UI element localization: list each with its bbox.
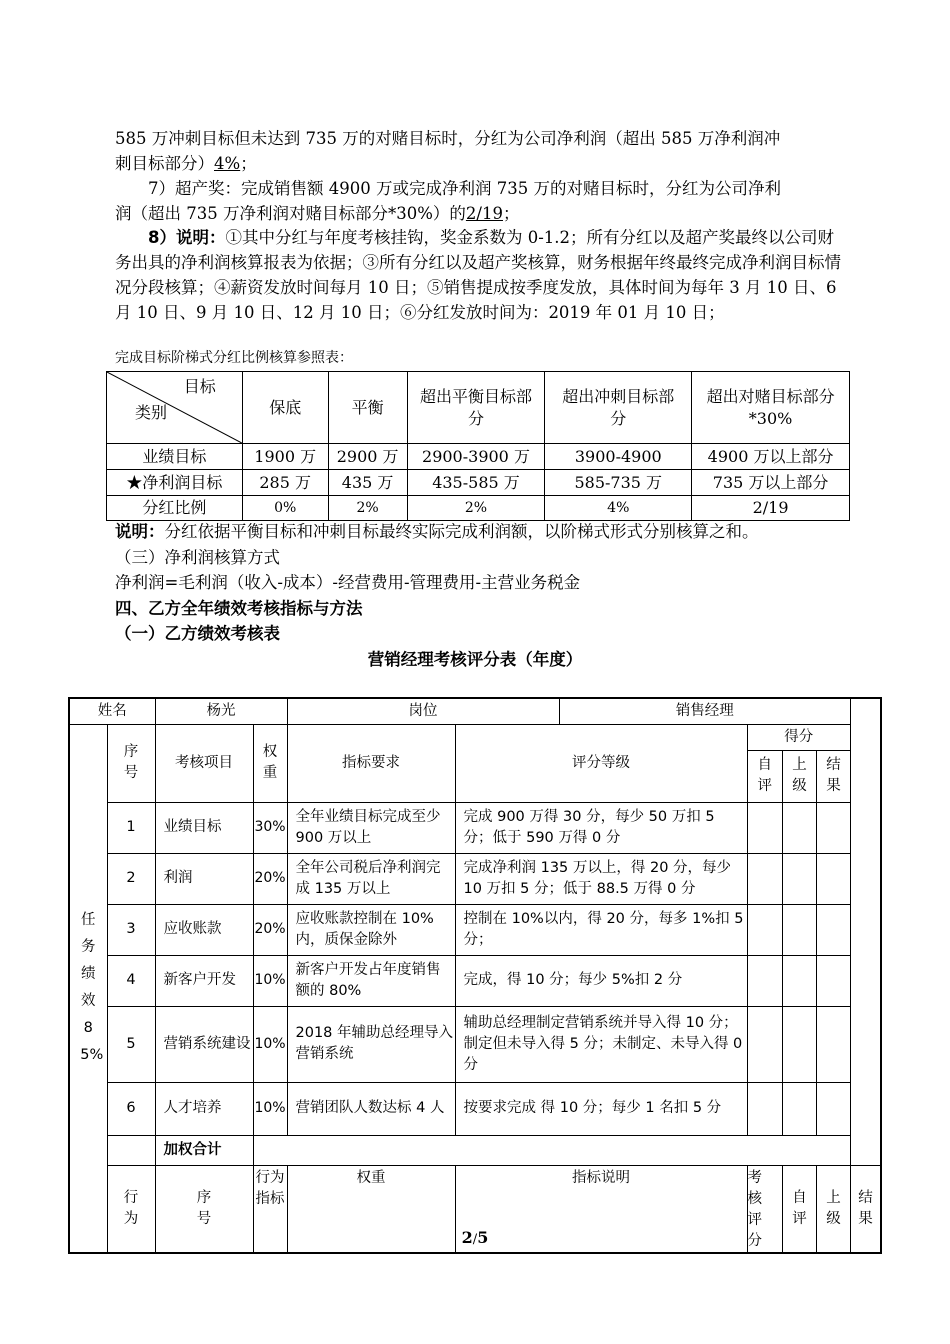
row-weight: 10% (253, 955, 287, 1006)
table-row (69, 802, 881, 853)
row-item: 利润 (155, 853, 253, 904)
row-seq: 4 (107, 955, 155, 1006)
table-cell: 2% (407, 496, 545, 521)
row-item: 营销系统建设 (155, 1006, 253, 1082)
result-score-cell[interactable] (817, 904, 851, 955)
col-score-header: 得分 (747, 724, 851, 750)
row-weight: 30% (253, 802, 287, 853)
header-cell: 超出对赌目标部分*30% (692, 372, 850, 444)
row-grade: 完成，得 10 分；每少 5%扣 2 分 (455, 955, 747, 1006)
col-req-header: 指标要求 (287, 724, 455, 802)
row-weight: 10% (253, 1006, 287, 1082)
header-cell: 超出冲刺目标部分 (545, 372, 692, 444)
result-score-cell[interactable] (817, 802, 851, 853)
table-cell: 735 万以上部分 (692, 470, 850, 496)
col-grade-header: 评分等级 (455, 724, 747, 802)
row-grade: 按要求完成 得 10 分；每少 1 名扣 5 分 (455, 1082, 747, 1135)
text-line: 润（超出 735 万净利润对赌目标部分*30%）的 (115, 204, 466, 223)
row-requirement: 2018 年辅助总经理导入营销系统 (287, 1006, 455, 1082)
supervisor-score-cell[interactable] (783, 955, 817, 1006)
table-cell: 435 万 (328, 470, 407, 496)
behavior-desc-header: 指标说明 (455, 1165, 747, 1253)
paragraph-bonus-sprint (115, 126, 850, 176)
table-cell: 585-735 万 (545, 470, 692, 496)
table-row (107, 444, 850, 470)
profit-formula: 净利润=毛利润（收入-成本）-经营费用-管理费用-主营业务税金 (115, 573, 581, 592)
row-requirement: 全年公司税后净利润完成 135 万以上 (287, 853, 455, 904)
table-cell: 435-585 万 (407, 470, 545, 496)
post-label: 岗位 (287, 698, 559, 724)
corner-header-cell (107, 372, 243, 444)
score-table-title: 营销经理考核评分表（年度） (367, 650, 583, 669)
paragraph-explanation (115, 225, 850, 325)
empty-cell (107, 1135, 155, 1165)
supervisor-score-cell[interactable] (783, 802, 817, 853)
performance-score-table (68, 697, 882, 1254)
row-seq: 2 (107, 853, 155, 904)
underlined-value: 2/19 (465, 204, 503, 223)
behavior-eval-header: 考核评分 (747, 1165, 783, 1253)
row-weight: 20% (253, 904, 287, 955)
result-score-cell[interactable] (817, 1006, 851, 1082)
name-label: 姓名 (69, 698, 155, 724)
text-line: 7）超产奖：完成销售额 4900 万或完成净利润 735 万的对赌目标时，分红为公司净利 (148, 179, 781, 198)
row-item: 应收账款 (155, 904, 253, 955)
row-requirement: 营销团队人数达标 4 人 (287, 1082, 455, 1135)
result-score-cell[interactable] (817, 955, 851, 1006)
row-item: 人才培养 (155, 1082, 253, 1135)
behavior-sup-header: 上级 (817, 1165, 851, 1253)
row-weight: 20% (253, 853, 287, 904)
text-line: 刺目标部分） (115, 154, 214, 173)
col-weight-header: 权重 (253, 724, 287, 802)
self-score-cell[interactable] (747, 802, 783, 853)
table-cell: 3900-4900 (545, 444, 692, 470)
section-heading: （三）净利润核算方式 (115, 548, 280, 567)
behavior-seq-header: 序号 (155, 1165, 253, 1253)
row-label: ★净利润目标 (107, 470, 243, 496)
behavior-self-header: 自评 (783, 1165, 817, 1253)
row-label: 业绩目标 (107, 444, 243, 470)
header-cell: 超出平衡目标部分 (407, 372, 545, 444)
behavior-result-header: 结果 (851, 1165, 882, 1253)
row-label: 分红比例 (107, 496, 243, 521)
header-cell: 保底 (242, 372, 328, 444)
task-performance-label: 任务绩效85% (69, 724, 107, 1253)
table-cell: 2900 万 (328, 444, 407, 470)
paragraph-overproduction-bonus (115, 176, 850, 226)
row-grade: 控制在 10%以内，得 20 分，每多 1%扣 5 分； (455, 904, 747, 955)
self-score-cell[interactable] (747, 853, 783, 904)
col-item-header: 考核项目 (155, 724, 253, 802)
behavior-label: 行为 (107, 1165, 155, 1253)
row-item: 新客户开发 (155, 955, 253, 1006)
header-cell: 平衡 (328, 372, 407, 444)
result-score-cell[interactable] (817, 1082, 851, 1135)
underlined-value: 4% (214, 154, 241, 173)
self-score-cell[interactable] (747, 904, 783, 955)
table-cell: 1900 万 (242, 444, 328, 470)
table-cell: 2% (328, 496, 407, 521)
behavior-indicator-header: 行为指标 (253, 1165, 287, 1253)
table-row (69, 904, 881, 955)
result-score-cell[interactable] (817, 853, 851, 904)
text-line: ； (502, 204, 520, 223)
table-row (107, 470, 850, 496)
row-grade: 辅助总经理制定营销系统并导入得 10 分；制定但未导入得 5 分；未制定、未导入得 0 分 (455, 1006, 747, 1082)
table-cell: 285 万 (242, 470, 328, 496)
subsection-heading: （一）乙方绩效考核表 (115, 624, 280, 643)
post-value: 销售经理 (559, 698, 851, 724)
page-separator: / (472, 1232, 478, 1247)
col-seq-header: 序号 (107, 724, 155, 802)
table-row (69, 955, 881, 1006)
dividend-note (115, 519, 850, 544)
col-sup-header: 上级 (783, 750, 817, 802)
text-line: 585 万冲刺目标但未达到 735 万的对赌目标时，分红为公司净利润（超出 585 万净利润冲 (115, 129, 781, 148)
page-number (0, 1228, 950, 1247)
supervisor-score-cell[interactable] (783, 1082, 817, 1135)
behavior-weight-header: 权重 (287, 1165, 455, 1253)
row-requirement: 全年业绩目标完成至少 900 万以上 (287, 802, 455, 853)
total-pages: 5 (477, 1228, 489, 1247)
row-seq: 3 (107, 904, 155, 955)
supervisor-score-cell[interactable] (783, 904, 817, 955)
col-self-header: 自评 (747, 750, 783, 802)
row-seq: 6 (107, 1082, 155, 1135)
table-row (69, 853, 881, 904)
note-label: 说明： (115, 522, 165, 541)
table-row (69, 1082, 881, 1135)
text-line: ； (240, 154, 257, 173)
self-score-cell[interactable] (747, 1006, 783, 1082)
diagonal-line (107, 372, 242, 443)
row-requirement: 新客户开发占年度销售额的 80% (287, 955, 455, 1006)
note-text: 分红依据平衡目标和冲刺目标最终实际完成利润额，以阶梯式形式分别核算之和。 (164, 522, 759, 541)
weighted-total-value[interactable] (253, 1135, 851, 1165)
chapter-heading: 四、乙方全年绩效考核指标与方法 (115, 599, 363, 618)
row-seq: 1 (107, 802, 155, 853)
row-weight: 10% (253, 1082, 287, 1135)
dividend-reference-table (106, 371, 850, 521)
table-cell: 2900-3900 万 (407, 444, 545, 470)
row-grade: 完成 900 万得 30 分，每少 50 万扣 5 分；低于 590 万得 0 分 (455, 802, 747, 853)
weighted-total-label: 加权合计 (155, 1135, 253, 1165)
table-caption: 完成目标阶梯式分红比例核算参照表： (115, 350, 353, 366)
row-requirement: 应收账款控制在 10%内，质保金除外 (287, 904, 455, 955)
row-item: 业绩目标 (155, 802, 253, 853)
explanation-text: ①其中分红与年度考核挂钩，奖金系数为 0-1.2；所有分红以及超产奖最终以公司财务出具的净利润核算报表为依据；③所有分红以及超产奖核算，财务根据年终最终完成净利润目标情况分段核算；④薪资发放时间每月 10 日；⑤销售提成按季度发放，具体时间为每年 3 月 10 日、6 月 10 日、9 月 10 日、12 月 10 日；⑥分红发放时间为：2019 年 01 月 10 日； (115, 228, 841, 322)
table-cell: 2/19 (692, 496, 850, 521)
corner-bottom-label: 类别 (135, 403, 168, 422)
table-cell: 0% (242, 496, 328, 521)
col-result-header: 结果 (817, 750, 851, 802)
corner-top-label: 目标 (183, 377, 216, 396)
row-grade: 完成净利润 135 万以上，得 20 分，每少 10 万扣 5 分；低于 88.5 万得 0 分 (455, 853, 747, 904)
table-cell: 4% (545, 496, 692, 521)
name-value: 杨光 (155, 698, 287, 724)
table-row (69, 1006, 881, 1082)
current-page: 2 (461, 1228, 473, 1247)
supervisor-score-cell[interactable] (783, 853, 817, 904)
explanation-label: 8）说明： (148, 228, 226, 247)
self-score-cell[interactable] (747, 1082, 783, 1135)
table-row (107, 496, 850, 521)
supervisor-score-cell[interactable] (783, 1006, 817, 1082)
self-score-cell[interactable] (747, 955, 783, 1006)
table-cell: 4900 万以上部分 (692, 444, 850, 470)
row-seq: 5 (107, 1006, 155, 1082)
